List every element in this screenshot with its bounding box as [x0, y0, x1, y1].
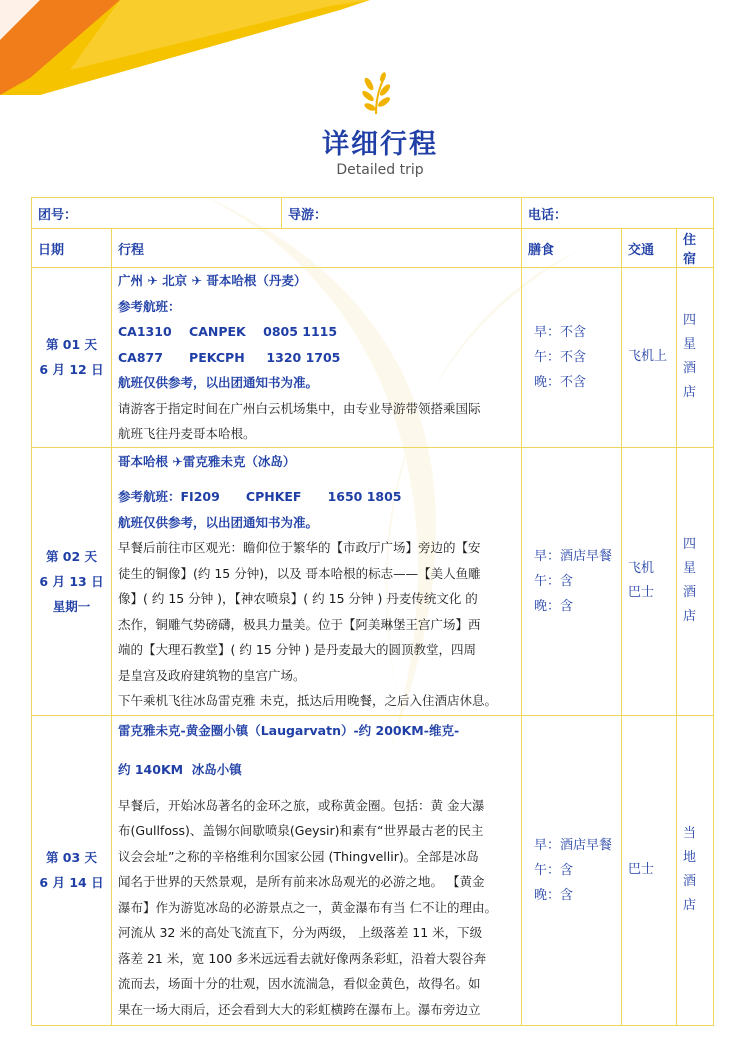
column-header-date: 日期 — [32, 229, 112, 268]
transport-text: 巴士 — [628, 585, 655, 600]
itinerary-table — [31, 197, 714, 1026]
meal-dinner: 晚：含 — [534, 887, 574, 903]
transport-cell — [622, 268, 677, 448]
page-title: 详细行程 — [322, 129, 438, 160]
hotel-text: 酒店 — [683, 361, 697, 401]
itinerary-cell — [112, 268, 522, 448]
flight-note: 航班仅供参考，以出团通知书为准。 — [118, 375, 319, 390]
date-cell — [32, 447, 112, 715]
flight-note: 航班仅供参考，以出团通知书为准。 — [118, 514, 319, 530]
weekday-label: 星期一 — [52, 598, 91, 614]
meal-breakfast: 早：酒店早餐 — [534, 837, 613, 853]
flight-ref-label: 参考航班： — [118, 298, 181, 314]
hotel-text: 酒店 — [683, 585, 697, 624]
transport-cell — [622, 447, 677, 715]
meals-cell — [522, 715, 622, 1025]
date-cell — [32, 715, 112, 1025]
hotel-cell — [677, 447, 714, 715]
desc-line: 是皇宫及政府建筑物的皇宫广场。 — [118, 667, 306, 683]
column-header-hotel: 住宿 — [677, 229, 714, 268]
table-row — [32, 447, 714, 715]
desc-line: 瀑布】作为游览冰岛的必游景点之一，黄金瀑布有当 仁不让的理由。 — [118, 899, 497, 915]
phone-label: 电话： — [522, 198, 714, 229]
desc-line: 早餐后，开始冰岛著名的金环之旅，或称黄金圈。包括：黄 金大瀑 — [118, 797, 485, 813]
info-row — [32, 198, 714, 229]
date-label: 6 月 13 日 — [39, 573, 104, 589]
meal-breakfast: 早：酒店早餐 — [534, 548, 613, 564]
desc-line: 落差 21 米，宽 100 多米远远看去就好像两条彩虹，沿着大裂谷奔 — [118, 950, 487, 966]
desc-line: 流而去，场面十分的壮观，因水流湍急，看似金黄色，故得名。如 — [118, 976, 481, 992]
day-label: 第 02 天 — [45, 548, 98, 564]
day-label: 第 03 天 — [45, 850, 98, 865]
hotel-text: 四星 — [683, 537, 697, 576]
desc-line: 徒生的铜像】(约 15 分钟)，以及 哥本哈根的标志——【美人鱼雕 — [118, 565, 481, 581]
desc-line: 像】( 约 15 分钟 )，【神农喷泉】( 约 15 分钟 ) 丹麦传统文化 的 — [118, 591, 478, 606]
meals-cell — [522, 268, 622, 448]
corner-decoration — [0, 0, 370, 95]
column-header-meals: 膳食 — [522, 229, 622, 268]
route-text: 广州 ✈ 北京 ✈ 哥本哈根（丹麦） — [118, 273, 307, 288]
route-text: 约 140KM 冰岛小镇 — [118, 762, 242, 778]
route-text: 哥本哈根 ✈雷克雅未克（冰岛） — [118, 453, 296, 469]
desc-line: 请游客于指定时间在广州白云机场集中，由专业导游带领搭乘国际 — [118, 400, 481, 416]
desc-line: 早餐后前往市区观光：瞻仰位于繁华的【市政厅广场】旁边的【安 — [118, 540, 481, 555]
group-number-label: 团号： — [32, 198, 282, 229]
column-header-row — [32, 229, 714, 268]
meal-lunch: 午：不含 — [534, 349, 587, 365]
table-row — [32, 268, 714, 448]
desc-line: 端的【大理石教堂】( 约 15 分钟 ) 是丹麦最大的圆顶教堂，四周 — [118, 642, 477, 657]
itinerary-cell — [112, 447, 522, 715]
page-subtitle: Detailed trip — [336, 162, 424, 178]
wheat-logo-icon — [358, 72, 394, 116]
desc-line: 议会会址”之称的辛格维利尔国家公园 (Thingvellir)。全部是冰岛 — [118, 848, 479, 864]
transport-text: 飞机上 — [628, 349, 668, 365]
meal-lunch: 午：含 — [534, 573, 574, 589]
desc-line: 闻名于世界的天然景观，是所有前来冰岛观光的必游之地。 【黄金 — [118, 874, 485, 890]
meal-breakfast: 早：不含 — [534, 324, 587, 340]
meal-lunch: 午：含 — [534, 862, 574, 878]
hotel-text: 酒店 — [683, 874, 697, 913]
transport-cell — [622, 715, 677, 1025]
flight-line: CA877 PEKCPH 1320 1705 — [118, 349, 341, 365]
flight-ref-label: 参考航班：FI209 CPHKEF 1650 1805 — [118, 489, 402, 504]
table-row — [32, 715, 714, 1025]
guide-label: 导游： — [282, 198, 522, 229]
transport-text: 巴士 — [628, 862, 655, 877]
meals-cell — [522, 447, 622, 715]
column-header-itinerary: 行程 — [112, 229, 522, 268]
day-label: 第 01 天 — [45, 337, 98, 353]
column-header-transport: 交通 — [622, 229, 677, 268]
desc-line: 杰作，铜雕气势磅礴，极具力量美。位于【阿美琳堡王宫广场】西 — [118, 616, 481, 632]
date-label: 6 月 12 日 — [39, 362, 104, 378]
itinerary-cell — [112, 715, 522, 1025]
hotel-cell — [677, 268, 714, 448]
desc-line: 河流从 32 米的高处飞流直下，分为两级， 上级落差 11 米，下级 — [118, 925, 483, 941]
desc-line: 航班飞往丹麦哥本哈根。 — [118, 426, 256, 441]
desc-line: 下午乘机飞往冰岛雷克雅 未克，抵达后用晚餐，之后入住酒店休息。 — [118, 693, 497, 708]
desc-line: 布(Gullfoss)、盖锡尔间歇喷泉(Geysir)和素有“世界最古老的民主 — [118, 823, 484, 839]
hotel-text: 当地 — [683, 826, 697, 865]
date-cell — [32, 268, 112, 448]
meal-dinner: 晚：含 — [534, 598, 574, 614]
hotel-text: 四星 — [683, 313, 697, 353]
route-text: 雷克雅未克-黄金圈小镇（Laugarvatn）-约 200KM-维克- — [118, 722, 460, 738]
hotel-cell — [677, 715, 714, 1025]
desc-line: 果在一场大雨后，还会看到大大的彩虹横跨在瀑布上。瀑布旁边立 — [118, 1001, 481, 1017]
flight-line: CA1310 CANPEK 0805 1115 — [118, 324, 338, 339]
date-label: 6 月 14 日 — [39, 875, 104, 890]
meal-dinner: 晚：不含 — [534, 374, 587, 390]
transport-text: 飞机 — [628, 561, 655, 576]
